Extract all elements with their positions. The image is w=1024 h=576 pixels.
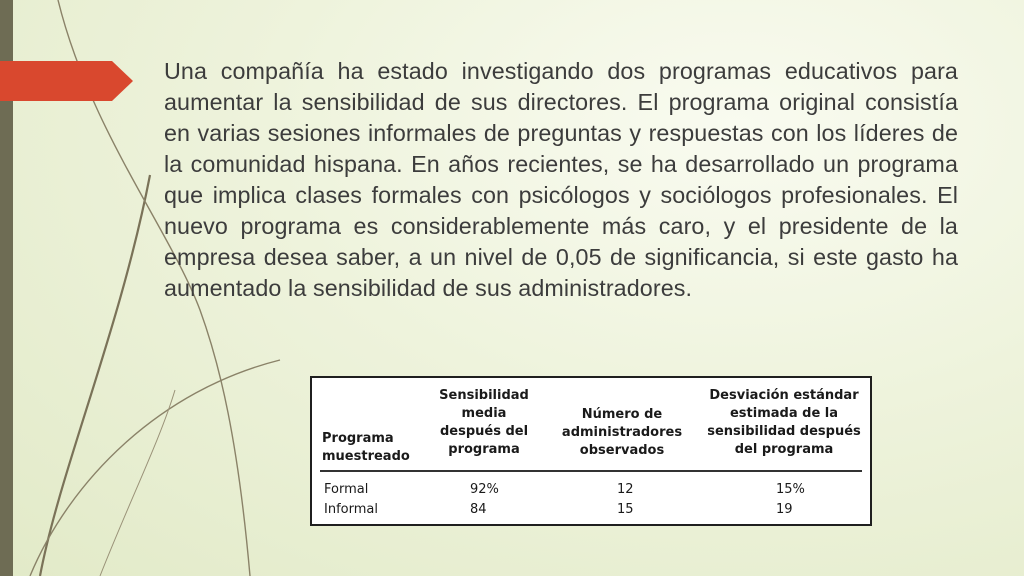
cell-formal-desv: 15% [776,482,805,497]
header-programa: Programa muestreado [322,431,410,464]
header-sensibilidad: Sensibilidad media después del programa [439,388,529,457]
problem-statement: Una compañía ha estado investigando dos programas educativos para aumentar la sensibilidad de sus directores. El programa original consistía en varias sesiones informales de preguntas y respuestas con los líderes de la comunidad hispana. En años recientes, se ha desarrollado un programa que implica clases formales con psicólogos y sociólogos profesionales. El nuevo programa es considerablemente más caro, y el presidente de la empresa desea saber, a un nivel de 0,05 de significancia, si este gasto ha aumentado la sensibilidad de sus administradores. [164,58,958,301]
data-table [310,376,872,526]
title-arrow-icon [0,61,133,101]
header-desviacion: Desviación estándar estimada de la sensibilidad después del programa [707,388,861,457]
cell-formal-n: 12 [617,482,634,497]
cell-formal-label: Formal [324,482,369,497]
header-rule [320,470,862,472]
cell-informal-media: 84 [470,502,487,517]
cell-informal-label: Informal [324,502,378,517]
cell-informal-desv: 19 [776,502,793,517]
cell-formal-media: 92% [470,482,499,497]
header-numero: Número de administradores observados [561,407,683,458]
cell-informal-n: 15 [617,502,634,517]
